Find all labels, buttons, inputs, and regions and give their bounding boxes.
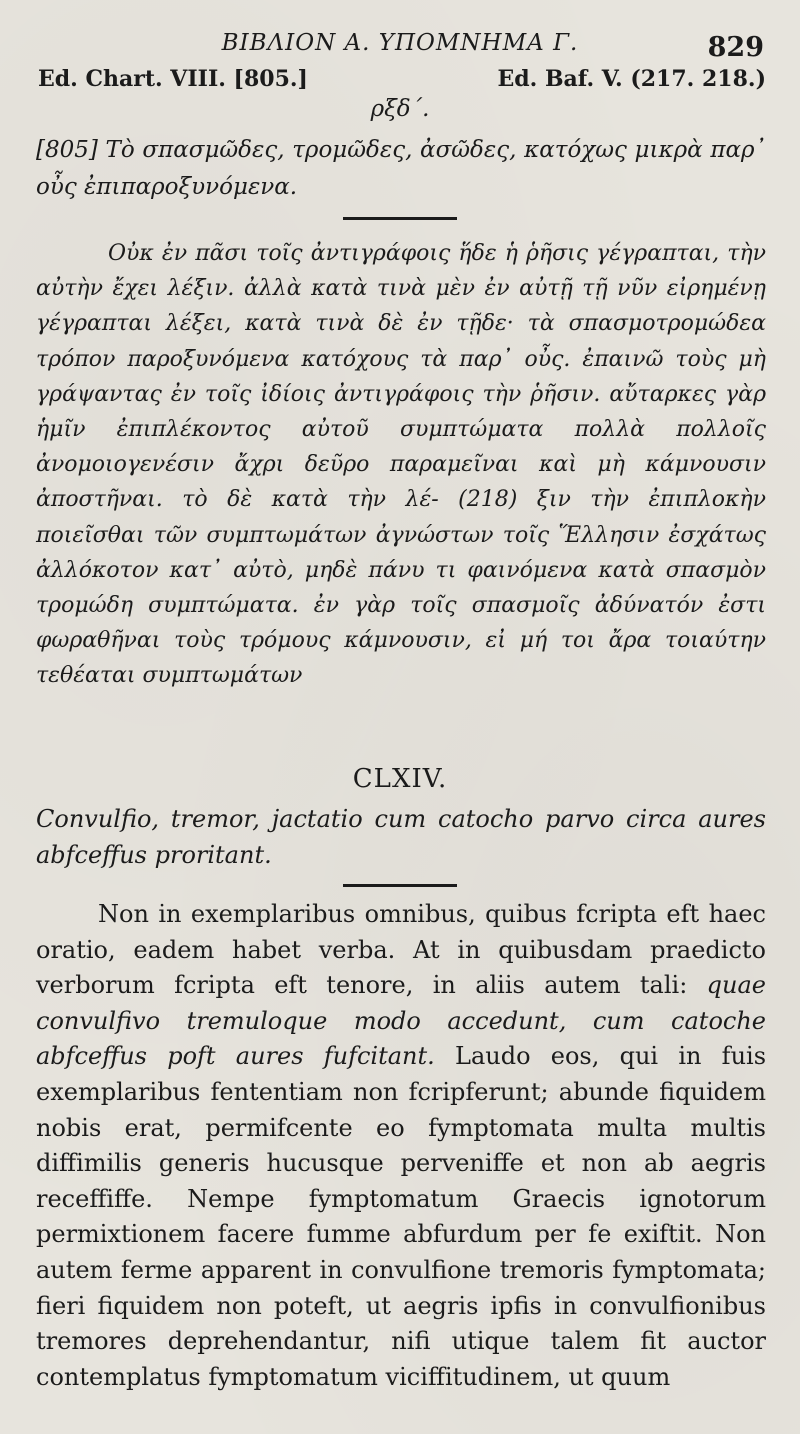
latin-commentary-part: Non in exemplaribus omnibus, quibus fcripta eft haec oratio, eadem habet verba. At in quibusdam praedicto verborum fcripta eft tenore, in aliis autem tali:: [36, 900, 766, 1000]
edition-references: [38, 66, 766, 100]
greek-commentary: Οὐκ ἐν πᾶσι τοῖς ἀντιγράφοις ἥδε ἡ ῥῆσις γέγραπται, τὴν αὐτὴν ἔχει λέξιν. ἀλλὰ κατὰ τινὰ μὲν ἐν αὐτῇ τῇ νῦν εἰρημένῃ γέγραπται λέξει, κατὰ τινὰ δὲ ἐν τῇδε· τὰ σπασμοτρομώδεα τρόπον παροξυνόμενα κατόχους τὰ παρ᾽ οὖς. ἐπαινῶ τοὺς μὴ γράψαντας ἐν τοῖς ἰδίοις ἀντιγράφοις τὴν ῥῆσιν. αὔταρκες γὰρ ἡμῖν ἐπιπλέκοντος αὐτοῦ συμπτώματα πολλὰ πολλοῖς ἀνομοιογενέσιν ἄχρι δεῦρο παραμεῖναι καὶ μὴ κάμνουσιν ἀποστῆναι. τὸ δὲ κατὰ τὴν λέ- (218) ξιν τὴν ἐπιπλοκὴν ποιεῖσθαι τῶν συμπτωμάτων ἀγνώστων τοῖς Ἕλλησιν ἐσχάτως ἀλλόκοτον κατ᾽ αὐτὸ, μηδὲ πάνυ τι φαινόμενα κατὰ σπασμὸν τρομώδη συμπτώματα. ἐν γὰρ τοῖς σπασμοῖς ἀδύνατόν ἐστι φωραθῆναι τοὺς τρόμους κάμνουσιν, εἰ μή τοι ἄρα τοιαύτην τεθέαται συμπτωμάτων: [36, 241, 766, 689]
greek-aphorism-number: ρξδ΄.: [370, 96, 430, 122]
latin-section-number: CLXIV.: [352, 764, 448, 794]
running-title: ΒΙΒΛΙΟΝ Α. ΥΠΟΜΝΗΜΑ Γ.: [221, 30, 579, 56]
latin-commentary-quoted-variant: quae convulfivo tremuloque modo accedunt, cum catoche abfceffus poft aures fufcitant.: [36, 971, 766, 1071]
latin-aphorism-text: Convulfio, tremor, jactatio cum catocho parvo circa aures abfceffus proritant.: [36, 805, 766, 869]
section-rule: [343, 884, 457, 887]
page-number: 829: [707, 32, 764, 63]
edition-basel-ref: Ed. Baf. V. (217. 218.): [497, 66, 766, 92]
latin-commentary-part: Laudo eos, qui in fuis exemplaribus fententiam non fcripferunt; abunde fiquidem nobis erat, permifcente eo fymptomata multa multis diffimilis generis hucusque perveniffe et non ab aegris receffiffe. Nempe fymptomatum Graecis ignotorum permixtionem facere fumme abfurdum per fe exiftit. Non autem ferme apparent in convulfione tremoris fymptomata; fieri fiquidem non poteft, ut aegris ipfis in convulfionibus tremores deprehendantur, nifi utique talem fit auctor contemplatus fymptomatum viciffitudinem, ut quum: [36, 1042, 767, 1391]
edition-chartier-ref: Ed. Chart. VIII. [805.]: [38, 66, 308, 92]
section-rule: [343, 217, 457, 220]
greek-aphorism-text: [805] Τὸ σπασμῶδες, τρομῶδες, ἀσῶδες, κατόχως μικρὰ παρ᾽ οὖς ἐπιπαροξυνόμενα.: [36, 137, 766, 200]
running-head: [0, 24, 800, 64]
latin-commentary: [36, 897, 766, 1395]
